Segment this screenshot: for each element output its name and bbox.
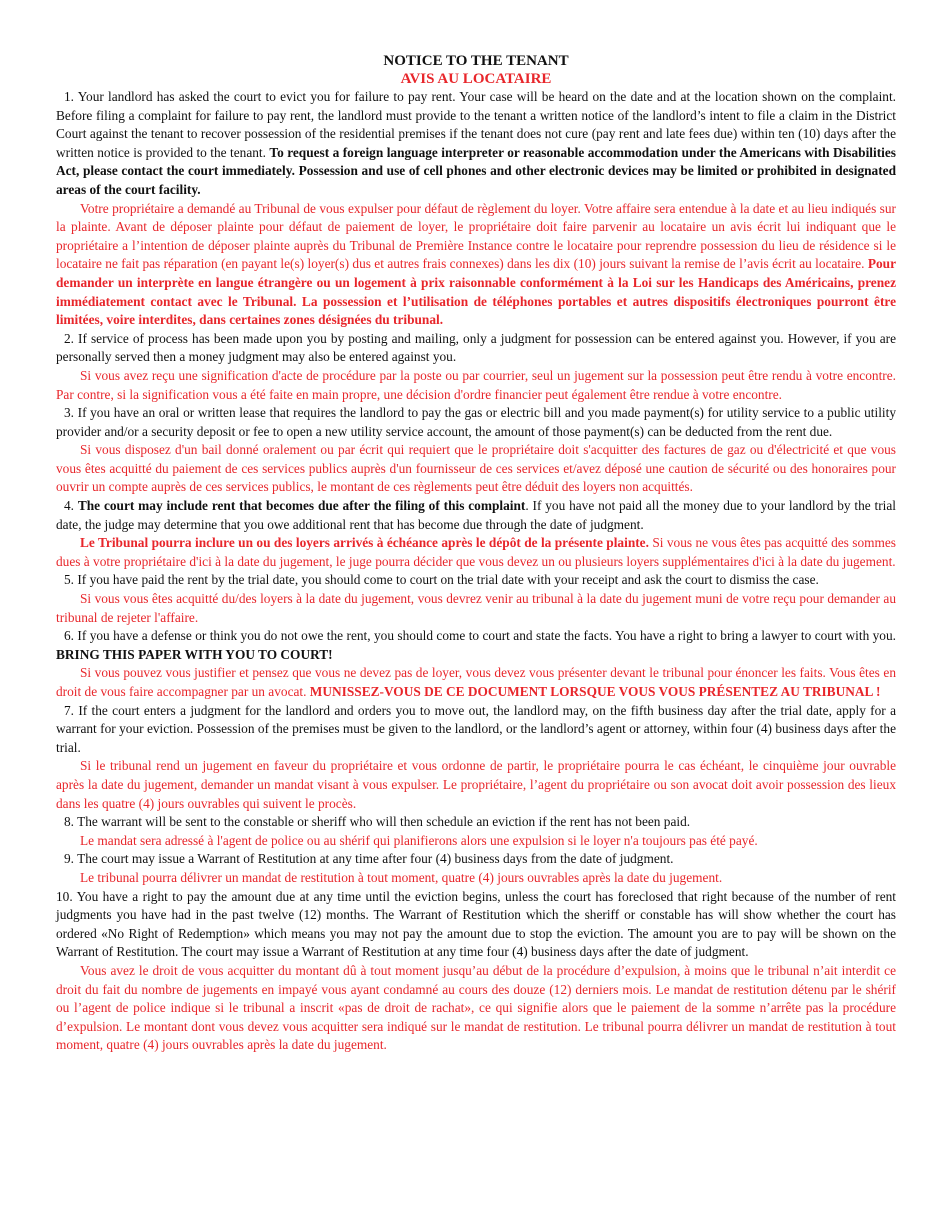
paragraph-8-fr: Le mandat sera adressé à l'agent de police ou au shérif qui planifierons alors une expulsion si le loyer n'a toujours pas été payé.	[80, 832, 758, 848]
paragraph-2-en: 2. If service of process has been made upon you by posting and mailing, only a judgment for possession can be entered against you. However, if you are personally served then a money judgment may also be entered against you.	[56, 330, 896, 365]
paragraph-4-fr	[56, 534, 896, 571]
paragraph-7-en: 7. If the court enters a judgment for the landlord and orders you to move out, the landlord may, on the fifth business day after the trial date, apply for a warrant for your eviction. Possession of the premises must be given to the landlord, or the landlord’s agent or attorney, within four (4) business days after the trial.	[56, 702, 896, 755]
paragraph-7-fr: Si le tribunal rend un jugement en faveur du propriétaire et vous ordonne de partir, le propriétaire pourra le cas échéant, le cinquième jour ouvrable après la date du jugement, demander un mandat visant à vous expulser. Le propriétaire, l’agent du propriétaire ou son avocat doit avoir possession des lieux dans les quatre (4) jours ouvrables qui suivent le procès.	[56, 758, 896, 811]
paragraph-5-en: 5. If you have paid the rent by the trial date, you should come to court on the trial date with your receipt and ask the court to dismiss the case.	[64, 572, 819, 588]
paragraph-4-number: 4.	[64, 498, 78, 514]
paragraph-1-fr-text: Votre propriétaire a demandé au Tribunal de vous expulser pour défaut de règlement du loyer. Votre affaire sera entendue à la date et au lieu indiqués sur la plainte. Avant de déposer plainte pour défaut de paiement de loyer, le propriétaire doit faire parvenir au locataire un avis écrit lui indiquant que le propriétaire a l’intention de déposer plainte auprès du Tribunal de Première Instance contre le locataire pour reprendre possession du lieu de résidence si le locataire ne fait pas réparation (en payant le(s) loyer(s) dus et autres frais connexes) dans les dix (10) jours suivant la remise de l’avis écrit au locataire.	[56, 200, 896, 272]
paragraph-6-en-bold: BRING THIS PAPER WITH YOU TO COURT!	[56, 646, 333, 662]
paragraph-4-en	[56, 497, 896, 534]
paragraph-4-fr-bold: Le Tribunal pourra inclure un ou des loyers arrivés à échéance après le dépôt de la présente plainte.	[80, 535, 649, 551]
paragraph-9-en: 9. The court may issue a Warrant of Restitution at any time after four (4) business days from the date of judgment.	[64, 851, 674, 867]
paragraph-4-en-bold: The court may include rent that becomes due after the filing of this complaint	[77, 498, 526, 514]
paragraph-10-en: 10. You have a right to pay the amount due at any time until the eviction begins, unless the court has foreclosed that right because of the number of rent judgments you have had in the past twelve (12) months. The Warrant of Restitution which the sheriff or constable has will show whether the court has ordered «No Right of Redemption» which means you may not pay the amount due to stop the eviction. The amount you are to pay will be shown on the Warrant of Restitution. The court may issue a Warrant of Restitution at any time four (4) business days after the date of judgment.	[56, 888, 896, 960]
paragraph-4-en-text: . If you have not paid all the money due to your landlord by the trial date, the judge may determine that you owe additional rent that has become due through the date of judgment.	[56, 498, 897, 532]
paragraph-6-fr-bold: MUNISSEZ-VOUS DE CE DOCUMENT LORSQUE VOUS VOUS PRÉSENTEZ AU TRIBUNAL !	[309, 684, 881, 699]
paragraph-6-en-text: 6. If you have a defense or think you do not owe the rent, you should come to court and state the facts. You have a right to bring a lawyer to court with you.	[64, 628, 896, 644]
paragraph-10-fr: Vous avez le droit de vous acquitter du montant dû à tout moment jusqu’au début de la procédure d’expulsion, à moins que le tribunal n’ait interdit ce droit du fait du nombre de jugements en impayé vous ayant condamné au cours des douze (12) derniers mois. Le mandat de restitution détenu par le shérif ou l’agent de police indique si le tribunal a inscrit «pas de droit de rachat», ce qui signifie alors que le paiement de la somme n’arrête pas la procédure d’expulsion. Le montant dont vous devez vous acquitter sera indiqué sur le mandat de restitution. Le tribunal pourra délivrer un mandat de restitution à tout moment, quatre (4) jours ouvrables après la date du jugement.	[56, 962, 896, 1053]
paragraph-1-en	[56, 88, 896, 200]
paragraph-1-fr-bold: Pour demander un interprète en langue étrangère ou un logement à prix raisonnable conformément à la Loi sur les Handicaps des Américains, prenez immédiatement contact avec le Tribunal. La possession et l’utilisation de téléphones portables et autres dispositifs électroniques pourront être limitées, voire interdites, dans certaines zones désignées du tribunal.	[56, 256, 896, 328]
paragraph-3-en: 3. If you have an oral or written lease that requires the landlord to pay the gas or electric bill and you made payment(s) for utility service to a public utility provider and/or a security deposit or fee to open a new utility service account, the amount of those payment(s) can be deducted from the rent due.	[56, 405, 896, 439]
paragraph-4-fr-text: Si vous ne vous êtes pas acquitté des sommes dues à votre propriétaire d'ici à la date du jugement, le juge pourra décider que vous devez un ou plusieurs loyers supplémentaires d'ici à la date du jugement.	[56, 535, 896, 569]
page-title-french: AVIS AU LOCATAIRE	[400, 71, 552, 87]
notice-document	[56, 52, 896, 1055]
paragraph-3-fr: Si vous disposez d'un bail donné oralement ou par écrit qui requiert que le propriétaire doit s'acquitter des factures de gaz ou d'électricité et que vous vous êtes acquitté du paiement de ces services publics auprès d'un fournisseur de ces services et/avez déposé une caution de sécurité ou des honoraires pour ouvrir un compte auprès de ces services publics, le montant de ces règlements peut être déduit des loyers non acquittés.	[56, 442, 896, 495]
page-title: NOTICE TO THE TENANT	[383, 53, 569, 69]
paragraph-5-fr: Si vous vous êtes acquitté du/des loyers à la date du jugement, vous devrez venir au tribunal à la date du jugement muni de votre reçu pour demander au tribunal de rejeter l'affaire.	[56, 591, 896, 625]
paragraph-9-fr: Le tribunal pourra délivrer un mandat de restitution à tout moment, quatre (4) jours ouvrables après la date du jugement.	[80, 869, 723, 885]
paragraph-1-fr	[56, 200, 896, 330]
paragraph-1-en-text: 1. Your landlord has asked the court to evict you for failure to pay rent. Your case will be heard on the date and at the location shown on the complaint. Before filing a complaint for failure to pay rent, the landlord must provide to the tenant a written notice of the landlord’s intent to file a claim in the District Court against the tenant to recover possession of the residential premises if the tenant does not cure (pay rent and late fees due) within ten (10) days after the written notice is provided to the tenant.	[56, 89, 896, 160]
paragraph-2-fr: Si vous avez reçu une signification d'acte de procédure par la poste ou par courrier, seul un jugement sur la possession peut être rendu à votre encontre. Par contre, si la signification vous a été faite en main propre, une décision d'ordre financier peut également être rendue à votre encontre.	[56, 367, 896, 402]
paragraph-6-fr-text: Si vous pouvez vous justifier et pensez que vous ne devez pas de loyer, vous devez vous présenter devant le tribunal pour énoncer les faits. Vous êtes en droit de vous faire accompagner par un avocat.	[56, 665, 896, 699]
paragraph-6-en	[56, 627, 896, 664]
paragraph-1-en-bold: To request a foreign language interpreter or reasonable accommodation under the Americans with Disabilities Act, please contact the court immediately. Possession and use of cell phones and other electronic devices may be limited or prohibited in designated areas of the court facility.	[56, 144, 896, 197]
paragraph-6-fr	[56, 664, 896, 701]
paragraph-8-en: 8. The warrant will be sent to the constable or sheriff who will then schedule an eviction if the rent has not been paid.	[64, 814, 691, 830]
